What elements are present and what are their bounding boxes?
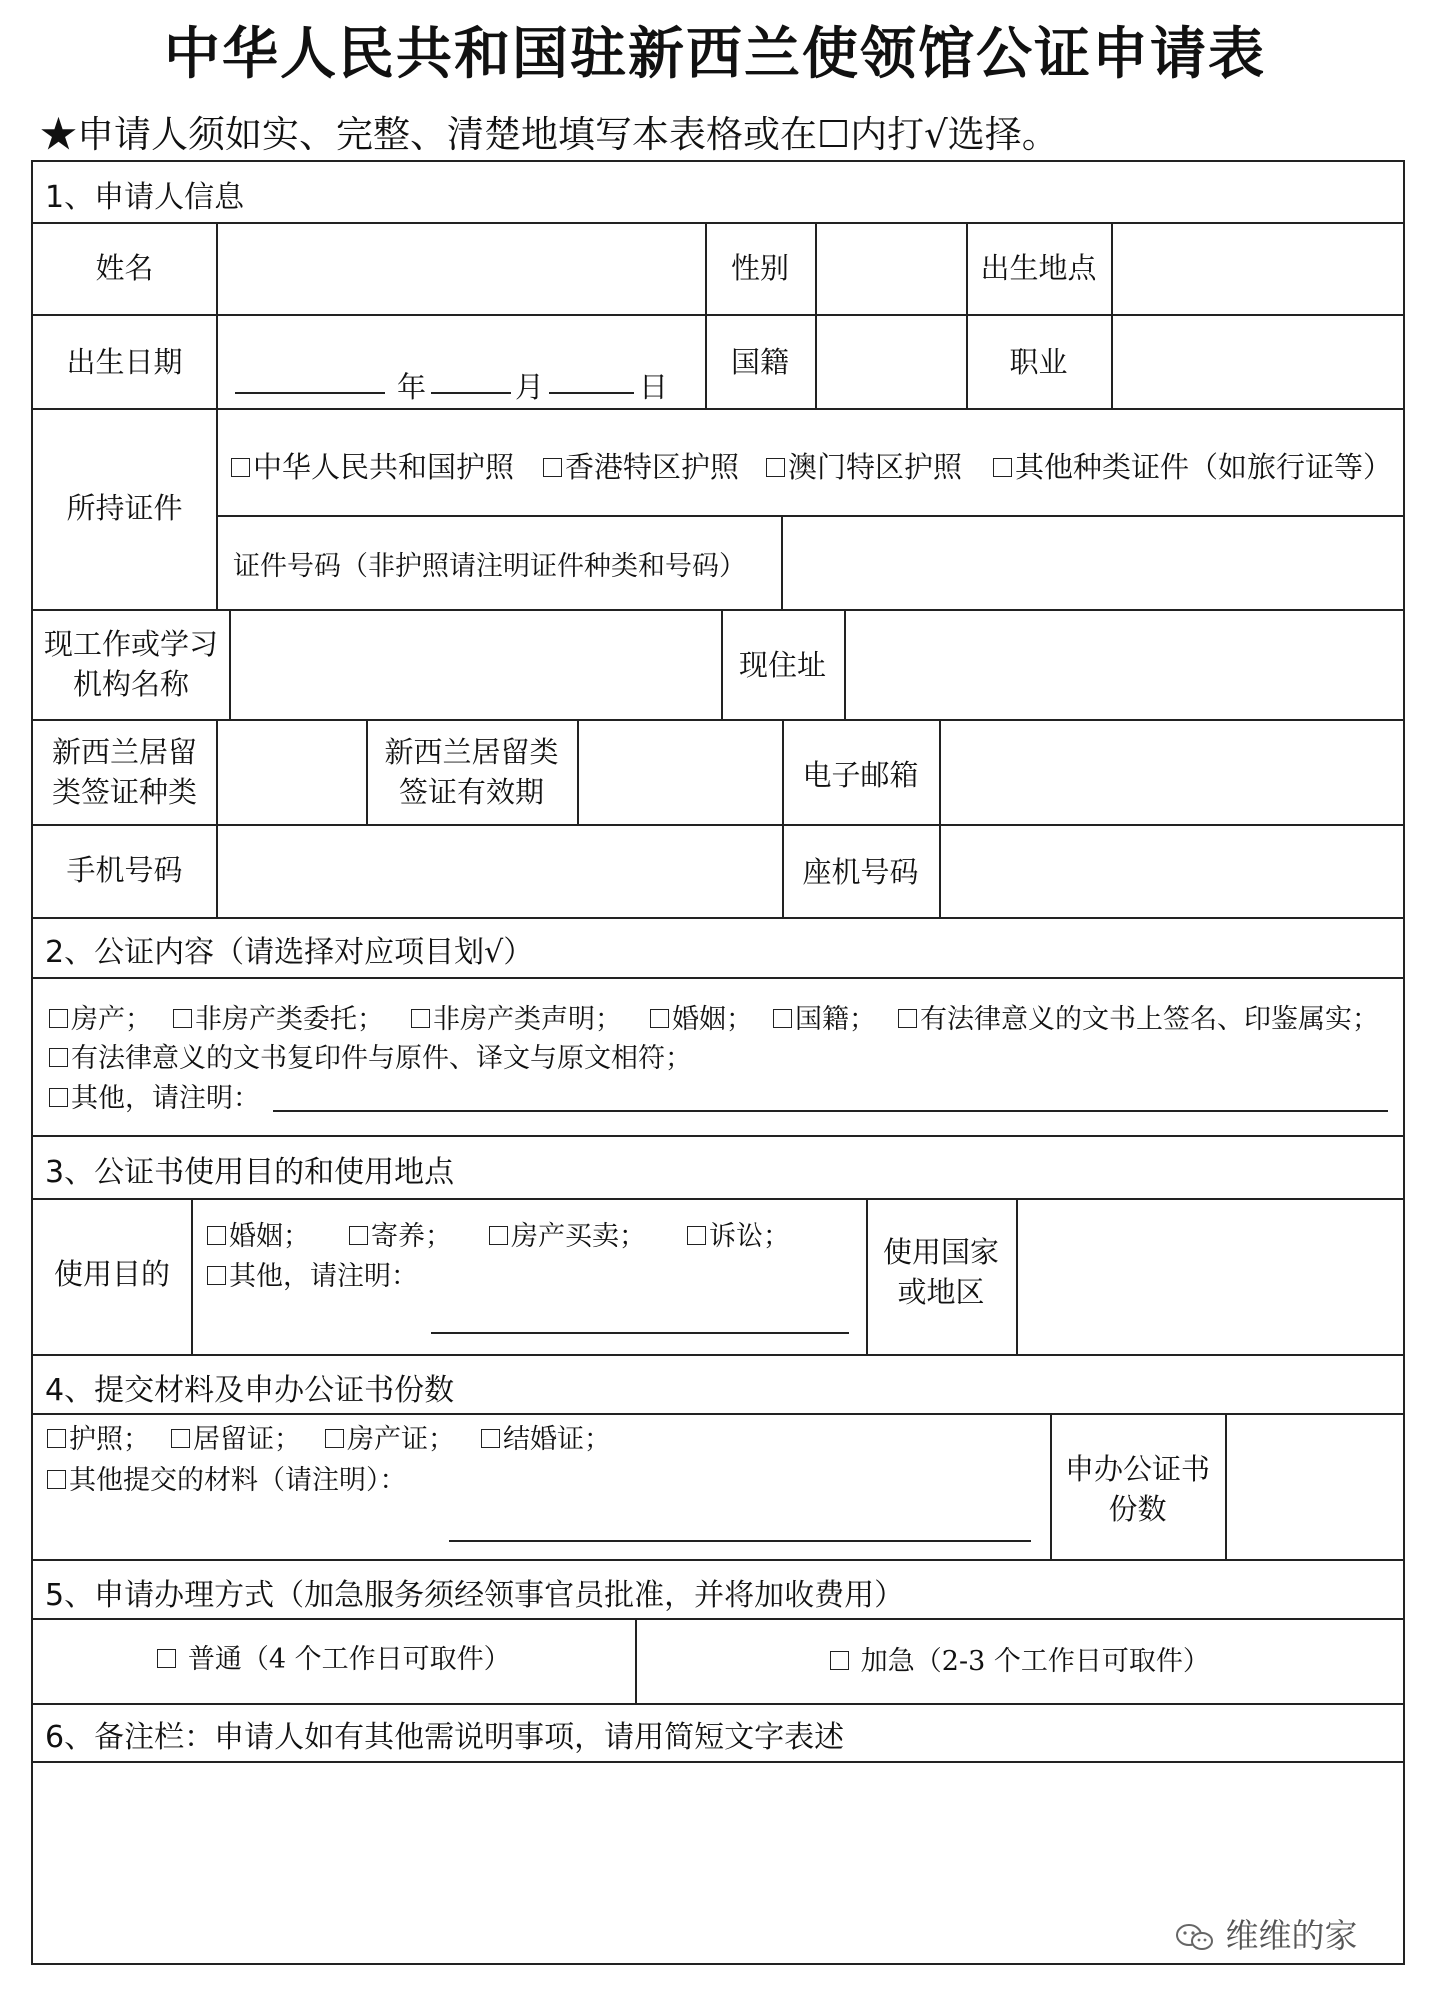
content-other-underline[interactable]: [273, 1110, 1388, 1112]
divider: [33, 719, 1403, 721]
divider: [33, 222, 1403, 224]
checkbox-icon[interactable]: [766, 458, 785, 477]
country-label-line2: 或地区: [897, 1275, 985, 1309]
material-option-property-certificate[interactable]: 房产证；: [325, 1417, 455, 1456]
service-option-urgent[interactable]: 加急（2-3 个工作日可取件）: [637, 1642, 1403, 1682]
visa-validity-label-line1: 新西兰居留类: [384, 735, 559, 769]
birthdate-label: 出生日期: [66, 345, 183, 379]
year-underline: [235, 392, 385, 394]
divider: [216, 515, 1403, 517]
copies-label-line1: 申办公证书: [1064, 1452, 1210, 1486]
divider: [844, 609, 846, 719]
divider: [33, 1618, 1403, 1620]
divider: [781, 515, 783, 609]
checkbox-icon[interactable]: [171, 1429, 190, 1448]
section-1-heading: 1、申请人信息: [45, 180, 245, 215]
material-other-underline[interactable]: [449, 1540, 1031, 1542]
application-form: [31, 160, 1405, 1965]
checkbox-icon[interactable]: [325, 1429, 344, 1448]
copies-input[interactable]: [1228, 1416, 1402, 1557]
checkbox-icon[interactable]: [481, 1429, 500, 1448]
gender-label: 性别: [730, 251, 789, 285]
month-label: 月: [515, 370, 545, 404]
divider: [33, 917, 1403, 919]
checkbox-icon[interactable]: [773, 1009, 792, 1028]
id-option-prc-passport[interactable]: 中华人民共和国护照: [231, 445, 514, 486]
id-number-input[interactable]: [784, 518, 1402, 607]
section-6-heading: 6、备注栏：申请人如有其他需说明事项，请用简短文字表述: [45, 1720, 845, 1755]
landline-label: 座机号码: [802, 855, 919, 889]
birthplace-label: 出生地点: [980, 251, 1097, 285]
checkbox-icon[interactable]: [49, 1088, 68, 1107]
section-3-heading: 3、公证书使用目的和使用地点: [45, 1155, 455, 1190]
material-option-passport[interactable]: 护照；: [47, 1417, 150, 1456]
country-input[interactable]: [1019, 1201, 1402, 1352]
email-input[interactable]: [942, 722, 1402, 915]
id-option-hk-passport[interactable]: 香港特区护照: [543, 445, 739, 486]
name-input[interactable]: [219, 225, 703, 312]
divider: [33, 1413, 1403, 1415]
content-option-non-property-poa[interactable]: 非房产类委托；: [173, 997, 384, 1036]
material-option-residence-permit[interactable]: 居留证；: [171, 1417, 301, 1456]
id-option-other-document[interactable]: 其他种类证件（如旅行证等）: [993, 445, 1392, 486]
divider: [577, 719, 579, 824]
section-2-heading: 2、公证内容（请选择对应项目划√）: [45, 935, 534, 970]
birthdate-input[interactable]: [219, 317, 703, 406]
divider: [939, 719, 941, 917]
checkbox-icon[interactable]: [687, 1226, 706, 1245]
checkbox-icon[interactable]: [49, 1048, 68, 1067]
day-underline: [549, 392, 634, 394]
checkbox-icon[interactable]: [47, 1429, 66, 1448]
checkbox-icon[interactable]: [231, 458, 250, 477]
day-label: 日: [639, 370, 669, 404]
occupation-input[interactable]: [1114, 317, 1402, 406]
workplace-label-line2: 机构名称: [72, 667, 189, 701]
material-option-other[interactable]: 其他提交的材料（请注明）：: [47, 1458, 407, 1497]
section-5-heading: 5、申请办理方式（加急服务须经领事官员批准，并将加收费用）: [45, 1578, 905, 1613]
checkbox-icon[interactable]: [349, 1226, 368, 1245]
visa-type-label-line1: 新西兰居留: [51, 735, 197, 769]
visa-type-label-line2: 类签证种类: [51, 775, 197, 809]
purpose-other-underline[interactable]: [431, 1332, 849, 1334]
divider: [229, 609, 231, 719]
divider: [191, 1198, 193, 1354]
gender-input[interactable]: [818, 225, 964, 312]
visa-type-input[interactable]: [219, 722, 364, 822]
section-4-heading: 4、提交材料及申办公证书份数: [45, 1373, 455, 1408]
nationality-label: 国籍: [730, 345, 789, 379]
workplace-input[interactable]: [232, 612, 719, 717]
checkbox-icon[interactable]: [207, 1226, 226, 1245]
chat-bubble-icon: [1175, 1922, 1215, 1954]
checkbox-icon[interactable]: [898, 1009, 917, 1028]
checkbox-icon[interactable]: [157, 1649, 176, 1668]
birthplace-input[interactable]: [1114, 225, 1402, 312]
divider: [1016, 1198, 1018, 1354]
mobile-label: 手机号码: [66, 853, 183, 887]
divider: [33, 1559, 1403, 1561]
divider: [33, 1135, 1403, 1137]
id-document-label: 所持证件: [66, 491, 183, 525]
checkbox-icon[interactable]: [411, 1009, 430, 1028]
content-option-copy-conformity[interactable]: 有法律意义的文书复印件与原件、译文与原文相符；: [49, 1036, 692, 1075]
purpose-option-foster[interactable]: 寄养；: [349, 1214, 452, 1253]
mobile-input[interactable]: [219, 827, 780, 915]
divider: [33, 1198, 1403, 1200]
checkbox-icon[interactable]: [207, 1266, 226, 1285]
divider: [33, 1703, 1403, 1705]
divider: [33, 314, 1403, 316]
purpose-option-property-sale[interactable]: 房产买卖；: [489, 1214, 646, 1253]
divider: [1111, 222, 1113, 408]
purpose-option-other[interactable]: 其他，请注明：: [207, 1254, 418, 1293]
checkbox-icon[interactable]: [830, 1651, 849, 1670]
content-option-nationality[interactable]: 国籍；: [773, 997, 876, 1036]
visa-validity-input[interactable]: [580, 722, 780, 822]
content-option-non-property-declaration[interactable]: 非房产类声明；: [411, 997, 622, 1036]
checkbox-icon[interactable]: [49, 1009, 68, 1028]
divider: [33, 609, 1403, 611]
address-label: 现住址: [738, 648, 826, 682]
occupation-label: 职业: [1009, 345, 1068, 379]
year-label: 年: [397, 370, 427, 404]
checkbox-icon[interactable]: [173, 1009, 192, 1028]
checkbox-icon[interactable]: [650, 1009, 669, 1028]
content-option-other[interactable]: 其他，请注明：: [49, 1076, 260, 1115]
content-option-property[interactable]: 房产；: [49, 997, 152, 1036]
email-label: 电子邮箱: [802, 758, 919, 792]
name-label: 姓名: [95, 251, 154, 285]
divider: [33, 977, 1403, 979]
checkbox-icon[interactable]: [489, 1226, 508, 1245]
content-option-signature-seal[interactable]: 有法律意义的文书上签名、印鉴属实；: [898, 997, 1379, 1036]
purpose-option-marriage[interactable]: 婚姻；: [207, 1214, 310, 1253]
month-underline: [431, 392, 511, 394]
purpose-label: 使用目的: [53, 1257, 170, 1291]
checkbox-icon[interactable]: [993, 458, 1012, 477]
content-option-marriage[interactable]: 婚姻；: [650, 997, 753, 1036]
divider: [33, 408, 1403, 410]
purpose-option-litigation[interactable]: 诉讼；: [687, 1214, 790, 1253]
watermark: [1175, 1910, 1358, 1957]
country-label-line1: 使用国家: [882, 1235, 999, 1269]
page-title: 中华人民共和国驻新西兰使领馆公证申请表: [164, 22, 1266, 87]
divider: [33, 1761, 1403, 1763]
checkbox-icon[interactable]: [47, 1470, 66, 1489]
visa-validity-label-line2: 签证有效期: [398, 775, 544, 809]
watermark-text: 维维的家: [1225, 1916, 1358, 1955]
address-input[interactable]: [847, 612, 1402, 717]
divider: [33, 1354, 1403, 1356]
nationality-input[interactable]: [818, 317, 964, 406]
copies-label-line2: 份数: [1108, 1492, 1167, 1526]
divider: [216, 222, 218, 609]
instruction-note: ★申请人须如实、完整、清楚地填写本表格或在☐内打√选择。: [40, 113, 1059, 156]
divider: [1225, 1413, 1227, 1559]
id-number-label: 证件号码（非护照请注明证件种类和号码）: [233, 551, 746, 582]
id-option-macau-passport[interactable]: 澳门特区护照: [766, 445, 962, 486]
workplace-label-line1: 现工作或学习: [43, 627, 218, 661]
checkbox-icon[interactable]: [543, 458, 562, 477]
divider: [815, 222, 817, 408]
service-option-normal[interactable]: 普通（4 个工作日可取件）: [33, 1640, 635, 1680]
material-option-marriage-certificate[interactable]: 结婚证；: [481, 1417, 611, 1456]
divider: [216, 719, 218, 917]
